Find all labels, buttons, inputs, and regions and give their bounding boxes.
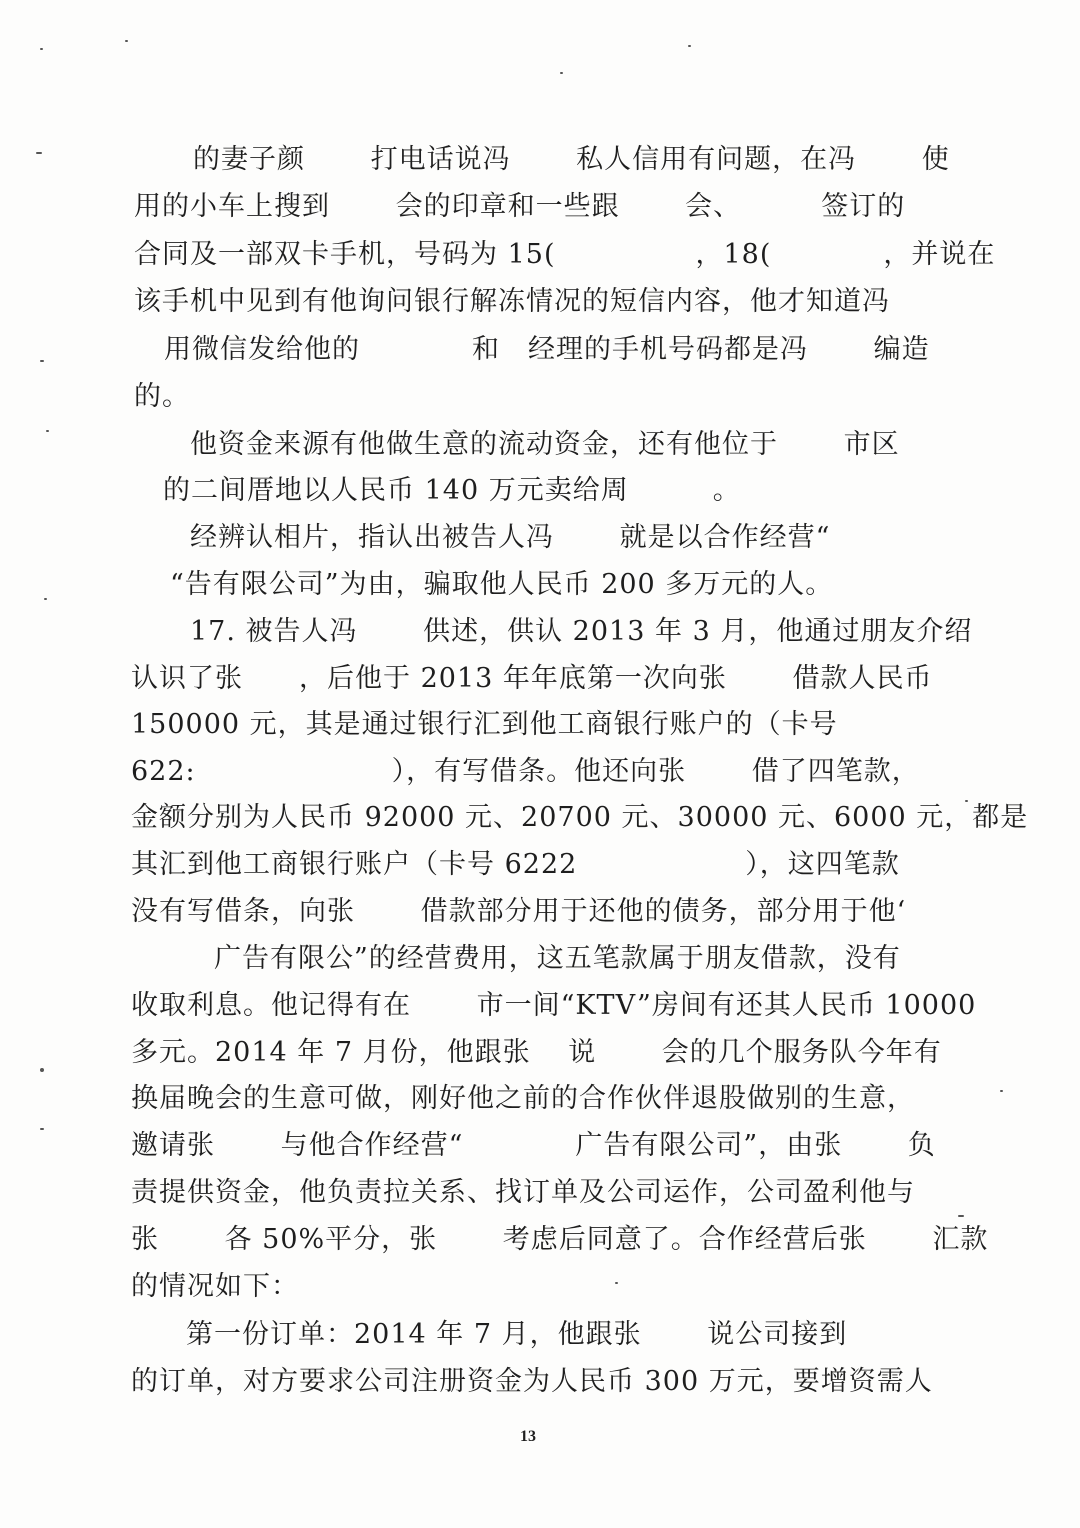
scan-speck [40, 1068, 44, 1072]
body-line: 的订单，对方要求公司注册资金为人民币 300 万元，要增资需人 [131, 1366, 933, 1397]
scan-speck [688, 45, 691, 47]
body-line: 经辨认相片，指认出被告人冯 就是以合作经营“ [190, 522, 831, 553]
scan-speck [615, 1282, 618, 1284]
scan-speck [560, 72, 563, 74]
body-line: “告有限公司”为由，骗取他人民币 200 多万元的人。 [170, 569, 834, 600]
body-line: 没有写借条，向张 借款部分用于还他的债务，部分用于他‘ [131, 896, 907, 927]
scan-speck [965, 800, 968, 802]
body-line: 的二间厝地以人民币 140 万元卖给周 。 [163, 475, 741, 506]
body-line: 收取利息。他记得有在 市一间“KTV”房间有还其人民币 10000 [131, 990, 977, 1021]
scan-speck [958, 1215, 964, 1217]
body-line: 多元。2014 年 7 月份，他跟张 说 会的几个服务队今年有 [131, 1037, 942, 1068]
scan-speck [40, 48, 43, 50]
body-line: 邀请张 与他合作经营“ 广告有限公司”，由张 负 [131, 1130, 936, 1161]
scan-speck [1000, 1090, 1003, 1092]
scan-speck [40, 1128, 44, 1130]
body-line: 17. 被告人冯 供述，供认 2013 年 3 月，他通过朋友介绍 [190, 616, 973, 647]
body-line: 用微信发给他的 和 经理的手机号码都是冯 编造 [164, 334, 930, 365]
scan-speck [40, 360, 44, 362]
body-line: 622: ），有写借条。他还向张 借了四笔款， [131, 756, 920, 787]
body-line: 第一份订单：2014 年 7 月，他跟张 说公司接到 [186, 1319, 848, 1350]
body-line: 合同及一部双卡手机，号码为 15( ，18( ，并说在 [134, 239, 996, 270]
page-number: 13 [520, 1428, 536, 1445]
body-line: 换届晚会的生意可做，刚好他之前的合作伙伴退股做别的生意， [131, 1083, 915, 1114]
body-line: 的情况如下： [131, 1271, 299, 1302]
body-line: 其汇到他工商银行账户（卡号 6222 ），这四笔款 [131, 849, 900, 880]
body-line: 他资金来源有他做生意的流动资金，还有他位于 市区 [190, 429, 900, 460]
body-line: 责提供资金，他负责拉关系、找订单及公司运作，公司盈利他与 [131, 1177, 915, 1208]
scan-speck [44, 598, 47, 600]
body-line: 金额分别为人民币 92000 元、20700 元、30000 元、6000 元，都是 [131, 802, 1029, 833]
body-line: 该手机中见到有他询问银行解冻情况的短信内容，他才知道冯 [134, 286, 890, 317]
scan-speck [125, 40, 128, 42]
body-line: 广告有限公”的经营费用，这五笔款属于朋友借款，没有 [214, 943, 901, 974]
body-line: 认识了张 ，后他于 2013 年年底第一次向张 借款人民币 [131, 663, 933, 694]
body-line: 的。 [134, 381, 190, 412]
body-line: 张 各 50%平分，张 考虑后同意了。合作经营后张 汇款 [131, 1224, 989, 1255]
body-line: 的妻子颜 打电话说冯 私人信用有问题，在冯 使 [193, 144, 950, 175]
scan-speck [46, 430, 49, 432]
body-line: 150000 元，其是通过银行汇到他工商银行账户的（卡号 [131, 709, 838, 740]
body-line: 用的小车上搜到 会的印章和一些跟 会、 签订的 [134, 191, 906, 222]
scan-speck [36, 152, 42, 154]
